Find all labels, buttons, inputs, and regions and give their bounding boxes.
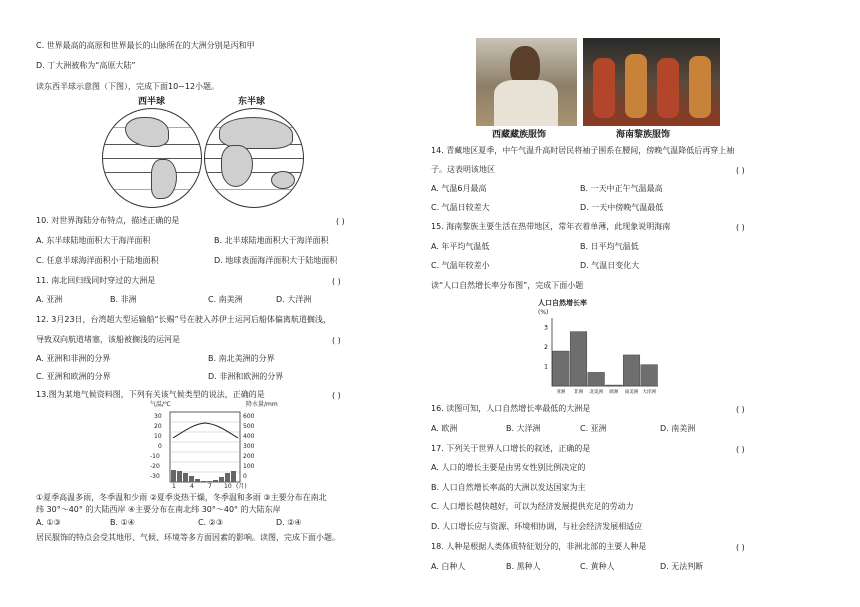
robe-shape (494, 80, 558, 126)
q12-option-c[interactable]: C. 亚洲和欧洲的分界 (36, 372, 111, 381)
q15-option-c[interactable]: C. 气温年较差小 (431, 261, 490, 270)
chart-bar-4 (623, 355, 640, 386)
chart-x-label-3: 欧洲 (609, 390, 619, 395)
q17-option-b[interactable]: B. 人口自然增长率高的大洲以发达国家为主 (431, 483, 586, 492)
q15-option-b[interactable]: B. 日平均气温低 (580, 242, 639, 251)
q17-option-c[interactable]: C. 人口增长越快越好，可以为经济发展提供充足的劳动力 (431, 502, 634, 511)
q12-option-a[interactable]: A. 亚洲和非洲的分界 (36, 354, 111, 363)
li-caption: 海南黎族服饰 (616, 130, 671, 140)
chart-bar-3 (606, 385, 623, 386)
chart-bar-1 (570, 332, 587, 386)
option-c-prev: C. 世界最高的高原和世界最长的山脉所在的大洲分别是丙和甲 (36, 41, 255, 50)
q18-stem: 18. 人种是根据人类体质特征划分的，非洲北部的主要人种是 (431, 542, 647, 551)
q14-option-d[interactable]: D. 一天中傍晚气温最低 (580, 203, 664, 212)
q10-option-a[interactable]: A. 东半球陆地面积大于海洋面积 (36, 236, 151, 245)
dancer-shape-1 (593, 58, 615, 118)
q13-option-b[interactable]: B. ①④ (110, 518, 135, 527)
q10-option-d[interactable]: D. 地球表面海洋面积大于陆地面积 (214, 256, 338, 265)
chart-y-unit: (%) (538, 309, 549, 316)
q17-stem: 17. 下列关于世界人口增长的叙述，正确的是 (431, 444, 591, 453)
q12-stem-line2: 导致双向航道堵塞，该船被搁浅的运河是 (36, 335, 180, 344)
q14-option-a[interactable]: A. 气温6月最高 (431, 184, 487, 193)
chart-svg (538, 298, 666, 398)
q16-option-b[interactable]: B. 大洋洲 (506, 424, 541, 433)
q10-option-c[interactable]: C. 任意半球海洋面积小于陆地面积 (36, 256, 159, 265)
q11-option-b[interactable]: B. 非洲 (110, 295, 137, 304)
q18-answer-paren[interactable]: ( ) (736, 543, 745, 552)
q13-option-c[interactable]: C. ②③ (198, 518, 224, 527)
dancer-shape-4 (689, 56, 711, 118)
q18-option-d[interactable]: D. 无法判断 (660, 562, 704, 571)
africa-shape (221, 145, 253, 187)
q14-option-b[interactable]: B. 一天中正午气温最高 (580, 184, 663, 193)
chart-x-label-0: 亚洲 (556, 390, 566, 395)
q10-option-b[interactable]: B. 北半球陆地面积大于海洋面积 (214, 236, 329, 245)
q17-answer-paren[interactable]: ( ) (736, 445, 745, 454)
western-hemisphere-globe (102, 108, 202, 208)
q13-statements-line1: ①夏季高温多雨，冬季温和少雨 ②夏季炎热干燥，冬季温和多雨 ③主要分布在南北 (36, 493, 327, 502)
chart-bar-0 (553, 351, 570, 386)
q14-stem-line1: 14. 青藏地区夏季，中午气温升高时居民将袖子围系在腰间，傍晚气温降低后再穿上袖 (431, 146, 735, 155)
q15-answer-paren[interactable]: ( ) (736, 223, 745, 232)
q18-option-b[interactable]: B. 黑种人 (506, 562, 541, 571)
q18-option-a[interactable]: A. 白种人 (431, 562, 466, 571)
chart-title: 人口自然增长率 (538, 299, 587, 307)
dancer-shape-2 (625, 54, 647, 118)
chart-x-label-4: 南美洲 (624, 390, 639, 395)
q13-answer-paren[interactable]: ( ) (332, 391, 341, 400)
q15-option-d[interactable]: D. 气温日变化大 (580, 261, 640, 270)
western-hemisphere-label: 西半球 (138, 97, 166, 107)
south-america-shape (151, 159, 177, 199)
q13-option-d[interactable]: D. ②④ (276, 518, 302, 527)
q12-option-b[interactable]: B. 南北美洲的分界 (208, 354, 275, 363)
q14-stem-line2: 子。这表明该地区 (431, 165, 495, 174)
q12-option-d[interactable]: D. 非洲和欧洲的分界 (208, 372, 284, 381)
q18-option-c[interactable]: C. 黄种人 (580, 562, 615, 571)
q15-option-a[interactable]: A. 年平均气温低 (431, 242, 490, 251)
temp-axis-label: 气温/℃ (150, 401, 171, 408)
q11-answer-paren[interactable]: ( ) (332, 277, 341, 286)
section-intro-clothing: 居民服饰的特点会受其地形、气候、环境等多方面因素的影响。读图，完成下面小题。 (36, 533, 340, 542)
population-growth-chart (538, 298, 666, 398)
q12-stem-line1: 12. 3月23日，台湾超大型运输船“长赐”号在驶入苏伊士运河后船体偏离航道搁浅， (36, 315, 331, 324)
section-intro-population: 读“人口自然增长率分布图”，完成下面小题 (431, 281, 584, 290)
q16-option-c[interactable]: C. 亚洲 (580, 424, 607, 433)
q15-stem: 15. 海南黎族主要生活在热带地区，常年衣着单薄，此现象说明海南 (431, 222, 671, 231)
q14-option-c[interactable]: C. 气温日较差大 (431, 203, 490, 212)
q13-statements-line2: 纬 30°～40° 的大陆西岸 ④主要分布在南北纬 30°～40° 的大陆东岸 (36, 505, 281, 514)
q13-stem: 13.图为某地气候资料图，下列有关该气候类型的说法，正确的是 (36, 390, 265, 399)
q11-option-a[interactable]: A. 亚洲 (36, 295, 63, 304)
north-america-shape (125, 117, 169, 147)
li-clothing-photo (583, 38, 720, 126)
q17-option-d[interactable]: D. 人口增长应与资源、环境相协调，与社会经济发展相适应 (431, 522, 643, 531)
q17-option-a[interactable]: A. 人口的增长主要是由男女性别比例决定的 (431, 463, 586, 472)
chart-y-tick: 2 (544, 344, 548, 352)
q11-option-d[interactable]: D. 大洋洲 (276, 295, 312, 304)
section-intro-hemispheres: 读东西半球示意图（下图），完成下面10~12小题。 (36, 82, 220, 91)
q16-option-a[interactable]: A. 欧洲 (431, 424, 458, 433)
q11-option-c[interactable]: C. 南美洲 (208, 295, 243, 304)
eastern-hemisphere-globe (204, 108, 304, 208)
chart-bar-2 (588, 372, 605, 386)
option-d-prev: D. 丁大洲被称为“高原大陆” (36, 61, 136, 70)
eastern-hemisphere-label: 东半球 (238, 97, 266, 107)
q11-stem: 11. 南北回归线同时穿过的大洲是 (36, 276, 156, 285)
hemisphere-map (100, 94, 310, 209)
chart-x-label-2: 北美洲 (589, 390, 603, 395)
chart-bar-5 (641, 365, 658, 386)
q14-answer-paren[interactable]: ( ) (736, 166, 745, 175)
tibetan-clothing-photo (476, 38, 577, 126)
climate-chart: 气温/℃ 降水量/mm 30 20 10 0 -10 -20 -30 600 500 400 300 200 100 0 1 4 7 10 (月) (148, 402, 298, 492)
q16-option-d[interactable]: D. 南美洲 (660, 424, 696, 433)
q10-stem: 10. 对世界海陆分布特点，描述正确的是 (36, 216, 180, 225)
chart-x-label-1: 非洲 (574, 390, 583, 395)
rain-axis-label: 降水量/mm (246, 401, 278, 408)
tibetan-caption: 西藏藏族服饰 (492, 130, 547, 140)
chart-x-label-5: 大洋洲 (642, 390, 656, 395)
q16-answer-paren[interactable]: ( ) (736, 405, 745, 414)
climate-svg (148, 402, 298, 492)
q13-option-a[interactable]: A. ①③ (36, 518, 61, 527)
chart-y-tick: 1 (544, 363, 548, 371)
chart-y-tick: 3 (544, 324, 548, 332)
australia-shape (271, 171, 295, 189)
q10-answer-paren[interactable]: ( ) (336, 217, 345, 226)
q12-answer-paren[interactable]: ( ) (332, 336, 341, 345)
dancer-shape-3 (657, 58, 679, 118)
q16-stem: 16. 读图可知，人口自然增长率最低的大洲是 (431, 404, 591, 413)
